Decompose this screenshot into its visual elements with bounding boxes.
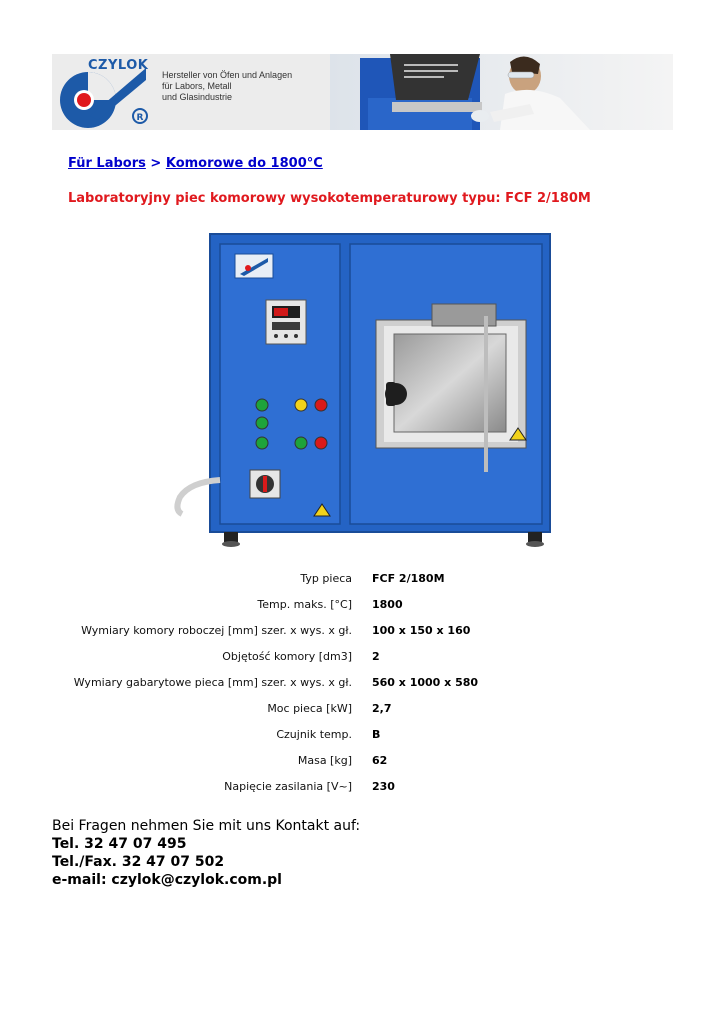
spec-value: 2,7 (372, 702, 392, 715)
svg-text:R: R (136, 113, 144, 123)
spec-label: Temp. maks. [°C] (257, 598, 352, 611)
spec-row (0, 598, 725, 616)
breadcrumb-link-komorowe[interactable]: Komorowe do 1800°C (165, 156, 323, 171)
spec-value: 100 x 150 x 160 (372, 624, 471, 637)
contact-phone: Tel. 32 47 07 495 (52, 836, 187, 852)
spec-value: 560 x 1000 x 580 (372, 676, 479, 689)
spec-row (0, 754, 725, 772)
spec-value: B (372, 728, 381, 741)
contact-block (52, 817, 360, 889)
spec-value: 1800 (372, 598, 403, 611)
logo-wordmark: CZYLOK (88, 58, 149, 73)
spec-label: Typ pieca (300, 572, 352, 585)
spec-value: 2 (372, 650, 380, 663)
spec-label: Wymiary gabarytowe pieca [mm] szer. x wys. x gł. (73, 676, 352, 689)
spec-label: Objętość komory [dm3] (222, 650, 352, 663)
breadcrumb-separator: > (150, 156, 162, 171)
czylok-logo (52, 54, 148, 130)
spec-row (0, 676, 725, 694)
contact-intro: Bei Fragen nehmen Sie mit uns Kontakt auf: (52, 818, 361, 834)
spec-value: 62 (372, 754, 388, 767)
company-tagline: Hersteller von Öfen und Anlagen für Labors, Metall und Glasindustrie (162, 70, 293, 102)
spec-row (0, 624, 725, 642)
header-banner (52, 54, 673, 130)
spec-row (0, 702, 725, 720)
spec-label: Napięcie zasilania [V~] (224, 780, 352, 793)
contact-fax: Tel./Fax. 32 47 07 502 (52, 854, 225, 870)
contact-email[interactable]: e-mail: czylok@czylok.com.pl (52, 872, 282, 888)
spec-row (0, 650, 725, 668)
spec-label: Czujnik temp. (276, 728, 352, 741)
spec-row (0, 780, 725, 798)
spec-value: FCF 2/180M (372, 572, 445, 585)
spec-row (0, 572, 725, 590)
spec-row (0, 728, 725, 746)
breadcrumb (68, 156, 323, 171)
spec-label: Masa [kg] (297, 754, 352, 767)
banner-photo (330, 54, 673, 130)
furnace-image (140, 222, 588, 562)
spec-label: Wymiary komory roboczej [mm] szer. x wys. x gł. (81, 624, 352, 637)
page-title: Laboratoryjny piec komorowy wysokotemperaturowy typu: FCF 2/180M (68, 191, 591, 206)
spec-label: Moc pieca [kW] (267, 702, 352, 715)
spec-value: 230 (372, 780, 395, 793)
breadcrumb-link-fur-labors[interactable]: Für Labors (68, 156, 146, 171)
